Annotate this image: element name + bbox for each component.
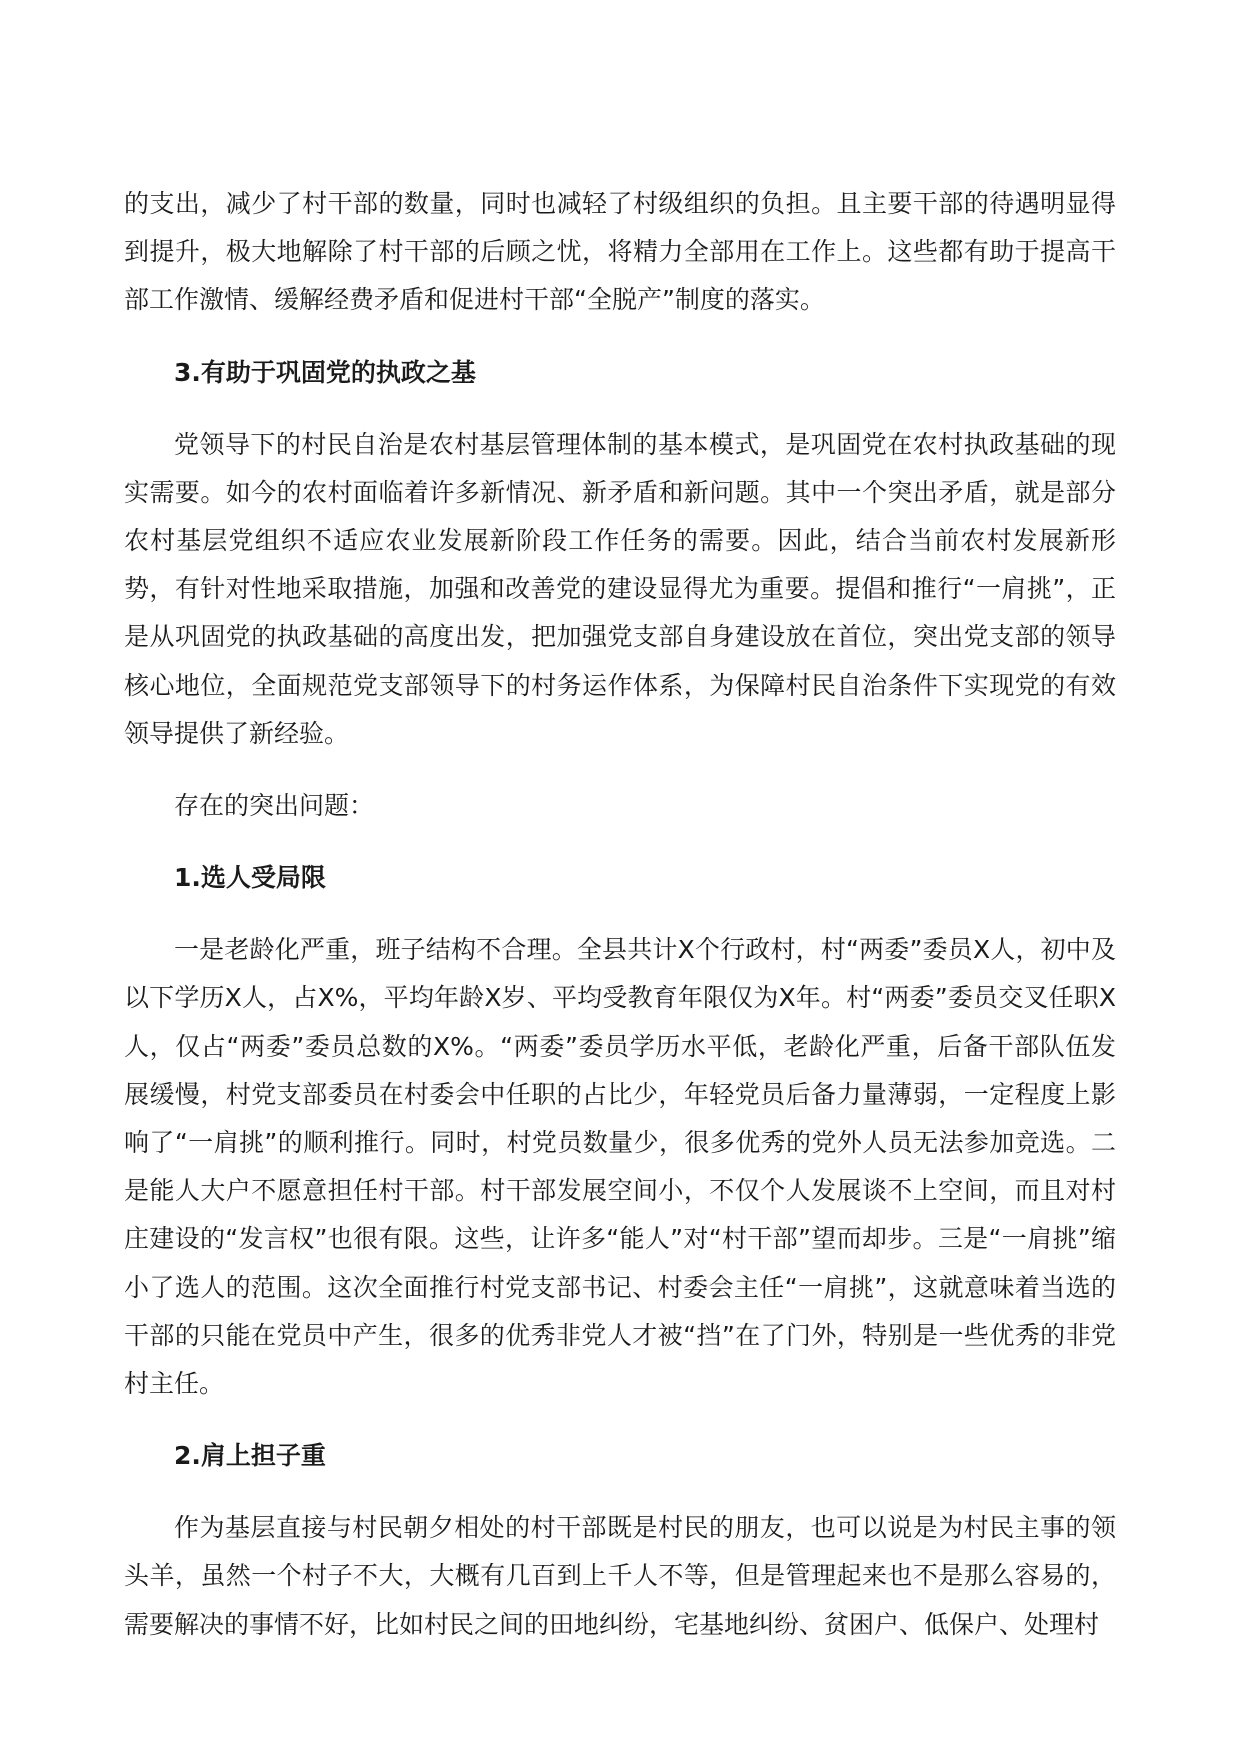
problem-heading-2: 2.肩上担子重 xyxy=(174,1441,326,1471)
document-page xyxy=(124,180,1116,1649)
paragraph-continuation: 的支出，减少了村干部的数量，同时也减轻了村级组织的负担。且主要干部的待遇明显得到提升，极大地解除了村干部的后顾之忧，将精力全部用在工作上。这些都有助于提高干部工作激情、缓解经费矛盾和促进村干部“全脱产”制度的落实。 xyxy=(124,189,1116,315)
paragraph-party-leadership: 党领导下的村民自治是农村基层管理体制的基本模式，是巩固党在农村执政基础的现实需要。如今的农村面临着许多新情况、新矛盾和新问题。其中一个突出矛盾，就是部分农村基层党组织不适应农业发展新阶段工作任务的需要。因此，结合当前农村发展新形势，有针对性地采取措施，加强和改善党的建设显得尤为重要。提倡和推行“一肩挑”，正是从巩固党的执政基础的高度出发，把加强党支部自身建设放在首位，突出党支部的领导核心地位，全面规范党支部领导下的村务运作体系，为保障村民自治条件下实现党的有效领导提供了新经验。 xyxy=(124,429,1116,748)
spacer xyxy=(124,1480,1116,1504)
spacer xyxy=(124,1408,1116,1432)
spacer xyxy=(124,758,1116,782)
paragraph-problems-intro: 存在的突出问题： xyxy=(174,791,375,821)
spacer xyxy=(124,325,1116,349)
spacer xyxy=(124,830,1116,854)
spacer xyxy=(124,397,1116,421)
spacer xyxy=(124,902,1116,926)
problem-heading-1: 1.选人受局限 xyxy=(174,863,326,893)
section-heading-3: 3.有助于巩固党的执政之基 xyxy=(174,357,476,387)
paragraph-selection-limits: 一是老龄化严重，班子结构不合理。全县共计X个行政村，村“两委”委员X人，初中及以下学历X人，占X%，平均年龄X岁、平均受教育年限仅为X年。村“两委”委员交叉任职X人，仅占“两委”委员总数的X%。“两委”委员学历水平低，老龄化严重，后备干部队伍发展缓慢，村党支部委员在村委会中任职的占比少，年轻党员后备力量薄弱，一定程度上影响了“一肩挑”的顺利推行。同时，村党员数量少，很多优秀的党外人员无法参加竞选。二是能人大户不愿意担任村干部。村干部发展空间小，不仅个人发展谈不上空间，而且对村庄建设的“发言权”也很有限。这些，让许多“能人”对“村干部”望而却步。三是“一肩挑”缩小了选人的范围。这次全面推行村党支部书记、村委会主任“一肩挑”，这就意味着当选的干部的只能在党员中产生，很多的优秀非党人才被“挡”在了门外，特别是一些优秀的非党村主任。 xyxy=(124,935,1116,1399)
paragraph-heavy-burden: 作为基层直接与村民朝夕相处的村干部既是村民的朋友，也可以说是为村民主事的领头羊，虽然一个村子不大，大概有几百到上千人不等，但是管理起来也不是那么容易的，需要解决的事情不好，比如村民之间的田地纠纷，宅基地纠纷、贫困户、低保户、处理村 xyxy=(124,1513,1116,1639)
